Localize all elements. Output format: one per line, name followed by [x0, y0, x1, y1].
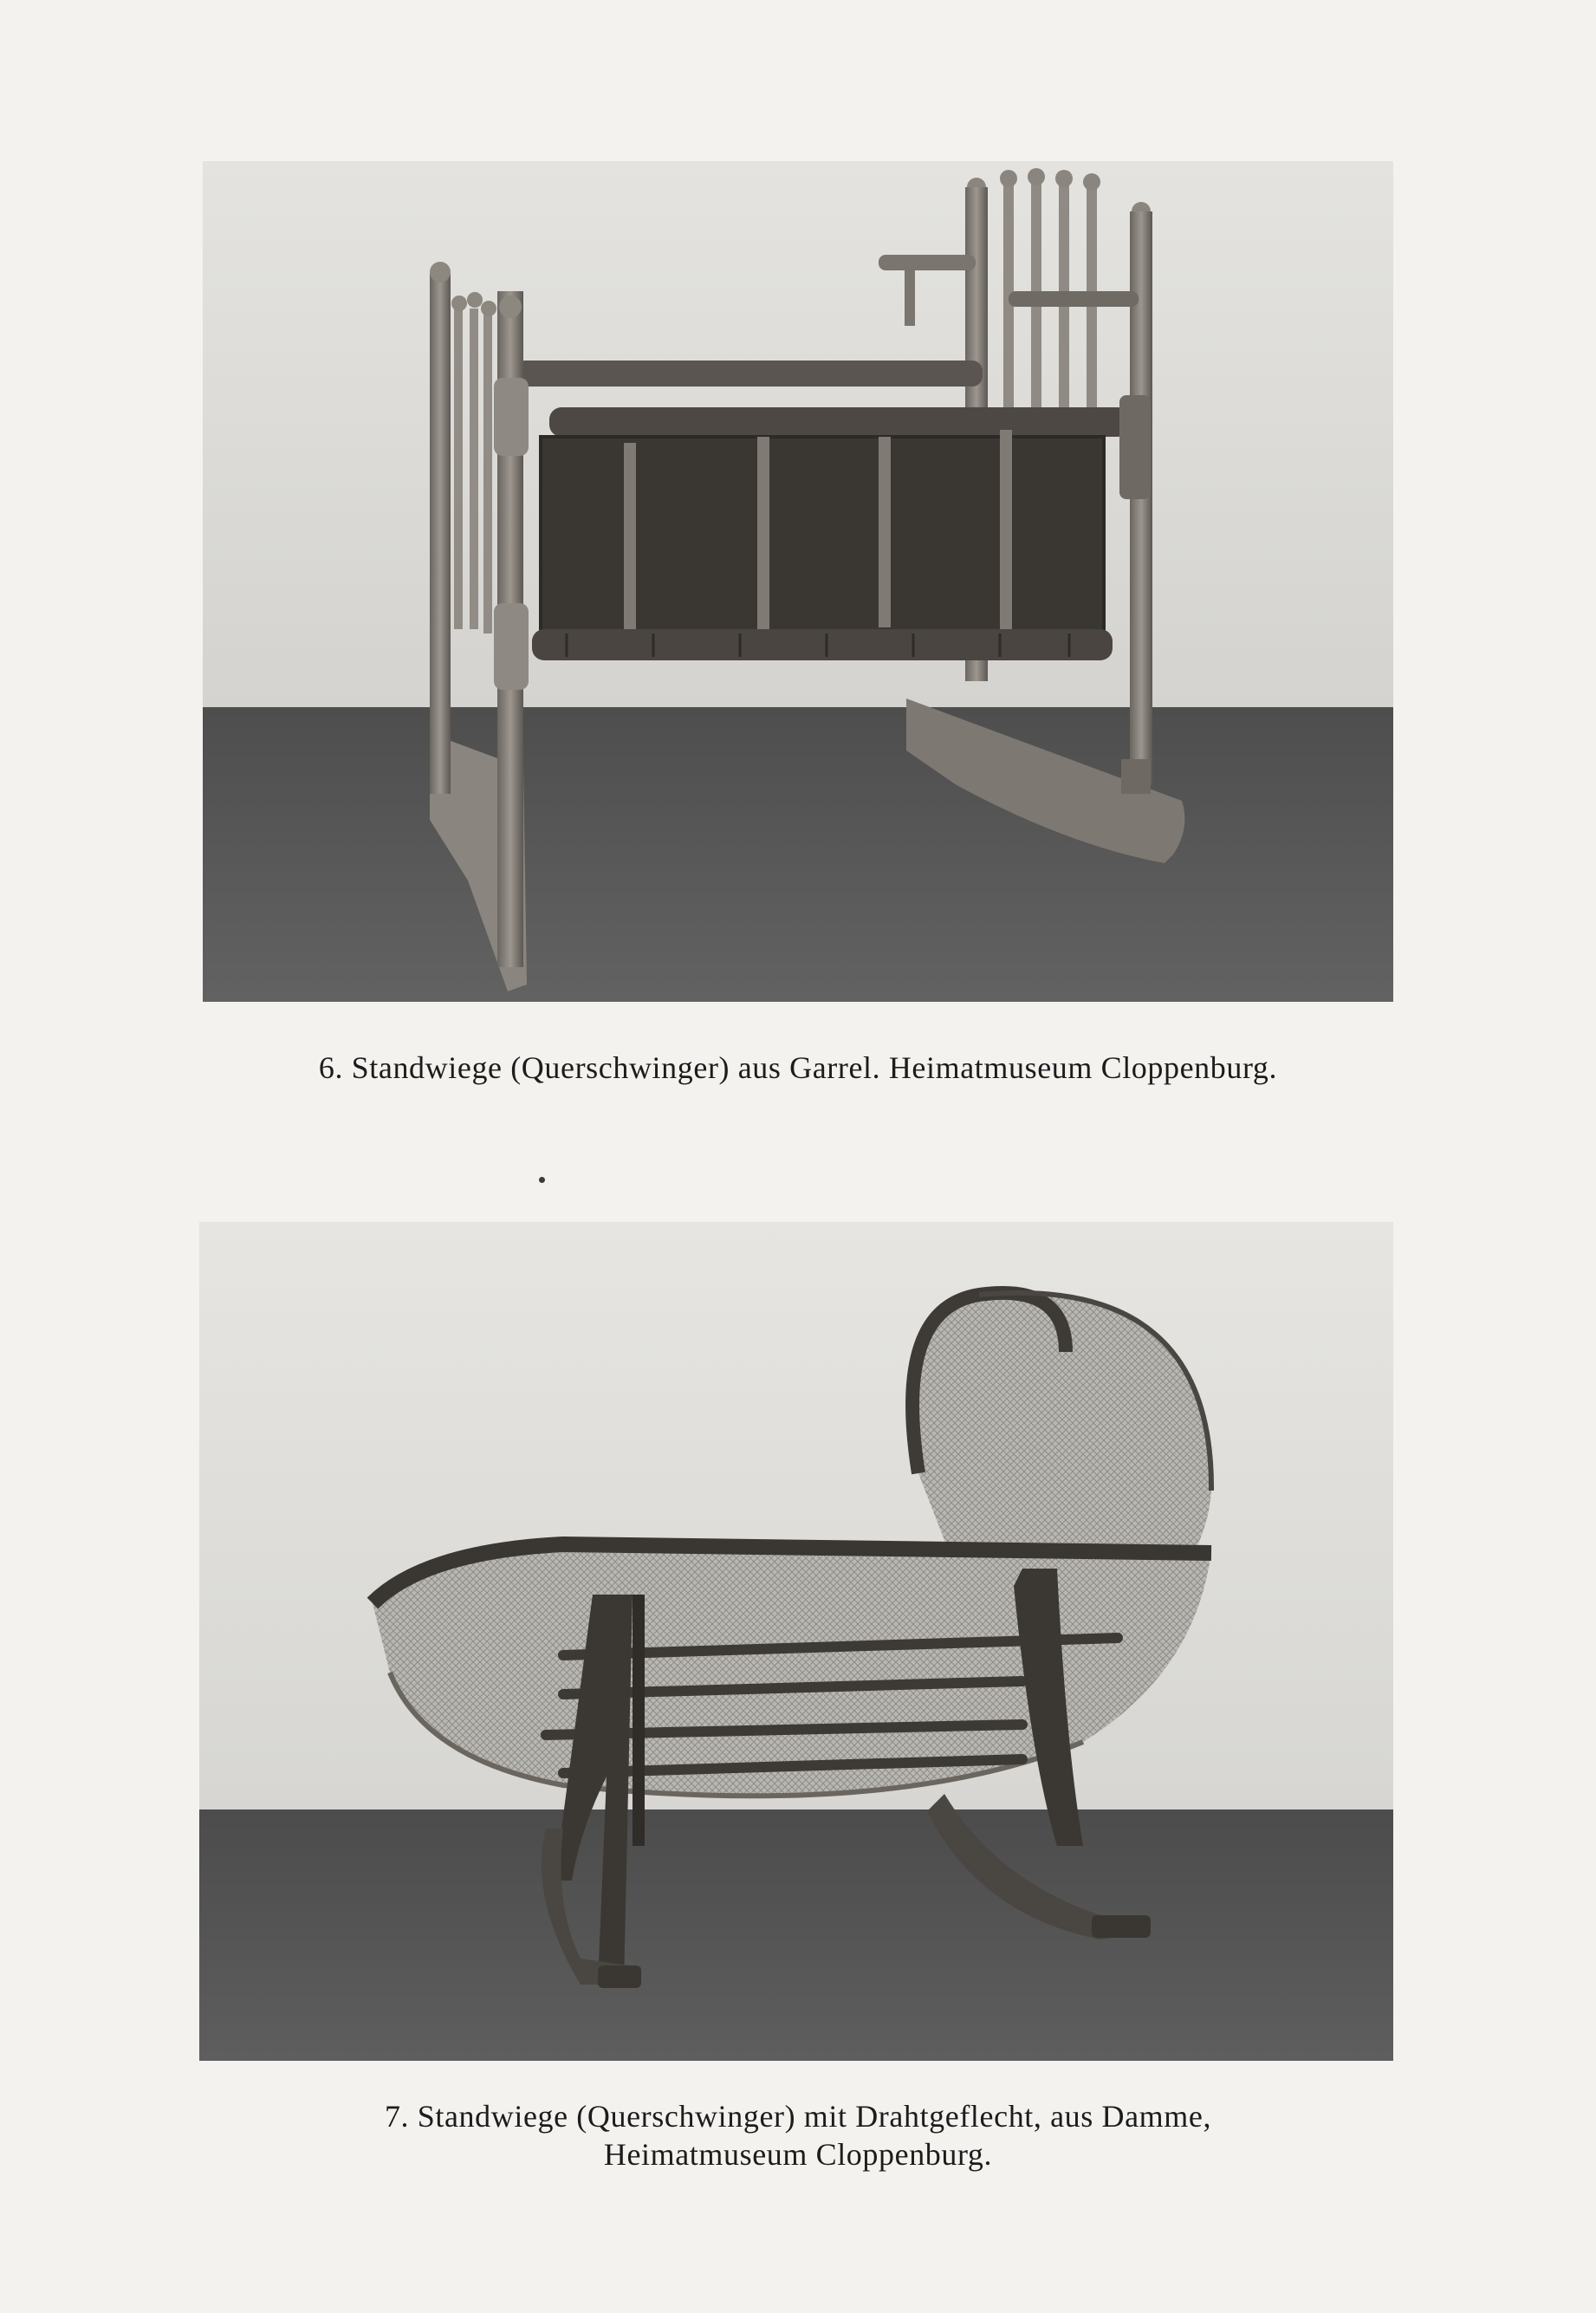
figure-7-photo [199, 1222, 1393, 2061]
figure-7-caption [0, 2097, 1596, 2173]
figure-7-caption-line-1: 7. Standwiege (Querschwinger) mit Drahtgeflecht, aus Damme, [384, 2099, 1212, 2134]
cradle-damme-image [199, 1222, 1393, 2061]
figure-6-caption: 6. Standwiege (Querschwinger) aus Garrel. Heimatmuseum Cloppenburg. [318, 1050, 1278, 1085]
figure-7-caption-line-2: Heimatmuseum Cloppenburg. [603, 2137, 993, 2172]
figure-6-photo [203, 161, 1393, 1002]
cradle-garrel-image [203, 161, 1393, 1002]
print-speck [539, 1177, 545, 1183]
